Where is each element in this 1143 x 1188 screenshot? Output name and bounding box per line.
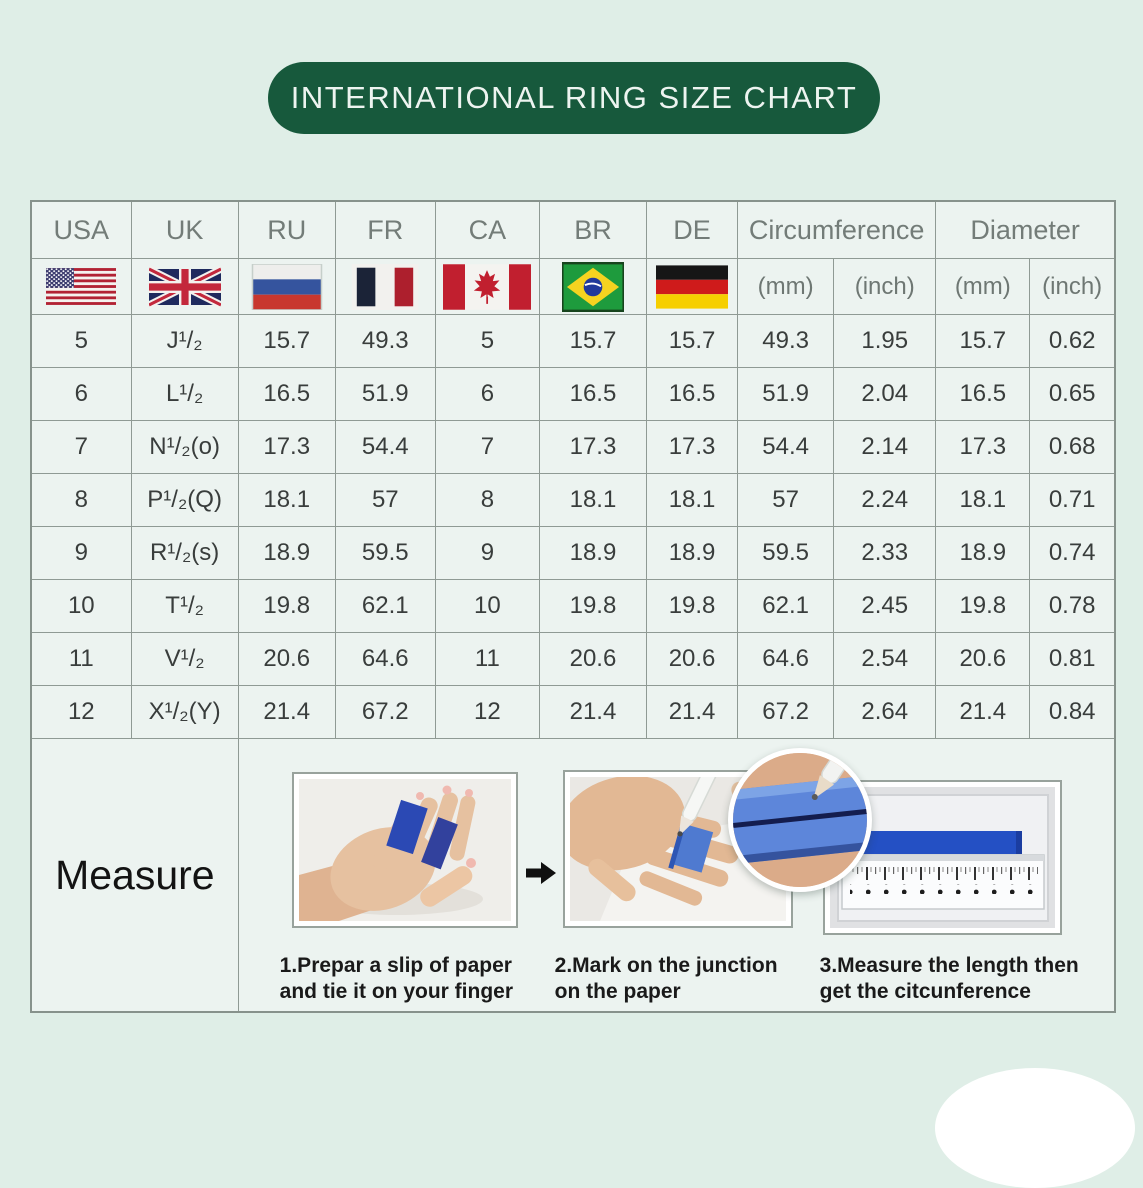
cell-ru: 21.4: [238, 686, 335, 739]
cell-uk: T¹/₂: [131, 580, 238, 633]
cell-fr: 64.6: [335, 633, 435, 686]
unit-dia-mm: (mm): [936, 259, 1030, 315]
step2-zoom-inset: [728, 748, 872, 892]
cell-uk: J¹/₂: [131, 315, 238, 368]
cell-dia-inch: 0.81: [1030, 633, 1115, 686]
unit-circ-mm: (mm): [738, 259, 834, 315]
us-flag-icon: [46, 264, 116, 309]
cell-dia-mm: 20.6: [936, 633, 1030, 686]
cell-dia-inch: 0.62: [1030, 315, 1115, 368]
step2-caption: 2.Mark on the junction on the paper: [554, 954, 778, 1003]
cell-ru: 17.3: [238, 421, 335, 474]
cell-dia-mm: 15.7: [936, 315, 1030, 368]
cell-usa: 11: [31, 633, 131, 686]
cell-br: 18.9: [539, 527, 646, 580]
col-header-uk: UK: [131, 201, 238, 259]
table-row: [31, 527, 1115, 580]
table-row: [31, 580, 1115, 633]
col-header-ru: RU: [238, 201, 335, 259]
col-header-usa: USA: [31, 201, 131, 259]
cell-circ-inch: 2.64: [834, 686, 936, 739]
step1-photo: [292, 772, 518, 928]
unit-dia-inch: (inch): [1030, 259, 1115, 315]
cell-dia-mm: 18.9: [936, 527, 1030, 580]
cell-fr: 54.4: [335, 421, 435, 474]
cell-circ-mm: 67.2: [738, 686, 834, 739]
cell-fr: 57: [335, 474, 435, 527]
cell-ca: 12: [435, 686, 539, 739]
cell-dia-mm: 16.5: [936, 368, 1030, 421]
header-row: [31, 201, 1115, 259]
cell-de: 20.6: [647, 633, 738, 686]
cell-fr: 49.3: [335, 315, 435, 368]
cell-de: 16.5: [647, 368, 738, 421]
col-header-ca: CA: [435, 201, 539, 259]
cell-dia-mm: 17.3: [936, 421, 1030, 474]
cell-dia-inch: 0.84: [1030, 686, 1115, 739]
cell-dia-inch: 0.74: [1030, 527, 1115, 580]
cell-circ-inch: 2.45: [834, 580, 936, 633]
cell-usa: 8: [31, 474, 131, 527]
ring-size-table: [30, 200, 1116, 1013]
table-row: [31, 633, 1115, 686]
col-header-de: DE: [647, 201, 738, 259]
cell-fr: 59.5: [335, 527, 435, 580]
cell-usa: 7: [31, 421, 131, 474]
cell-ru: 16.5: [238, 368, 335, 421]
cell-circ-inch: 1.95: [834, 315, 936, 368]
cell-br: 20.6: [539, 633, 646, 686]
cell-circ-mm: 51.9: [738, 368, 834, 421]
cell-ca: 11: [435, 633, 539, 686]
cell-ru: 18.9: [238, 527, 335, 580]
cell-uk: P¹/₂(Q): [131, 474, 238, 527]
col-header-diameter: Diameter: [936, 201, 1115, 259]
flag-row: [31, 259, 1115, 315]
cell-dia-inch: 0.71: [1030, 474, 1115, 527]
cell-circ-mm: 57: [738, 474, 834, 527]
fr-flag-icon: [351, 264, 419, 310]
cell-de: 17.3: [647, 421, 738, 474]
ca-flag-icon: [443, 264, 531, 310]
decorative-ellipse: [935, 1068, 1135, 1188]
col-header-br: BR: [539, 201, 646, 259]
step3-caption: 3.Measure the length then get the citcunference: [819, 954, 1079, 1003]
br-flag-icon: [562, 262, 624, 312]
cell-ru: 19.8: [238, 580, 335, 633]
cell-br: 21.4: [539, 686, 646, 739]
cell-br: 15.7: [539, 315, 646, 368]
step1-caption: 1.Prepar a slip of paper and tie it on your finger: [279, 954, 514, 1003]
cell-uk: R¹/₂(s): [131, 527, 238, 580]
cell-de: 19.8: [647, 580, 738, 633]
measure-label: Measure: [31, 739, 238, 1013]
cell-circ-mm: 49.3: [738, 315, 834, 368]
cell-ca: 7: [435, 421, 539, 474]
measure-steps: [239, 739, 1114, 1011]
cell-dia-inch: 0.65: [1030, 368, 1115, 421]
cell-circ-mm: 54.4: [738, 421, 834, 474]
unit-circ-inch: (inch): [834, 259, 936, 315]
cell-usa: 6: [31, 368, 131, 421]
cell-fr: 67.2: [335, 686, 435, 739]
page-title: INTERNATIONAL RING SIZE CHART: [290, 80, 858, 115]
cell-de: 21.4: [647, 686, 738, 739]
cell-uk: V¹/₂: [131, 633, 238, 686]
cell-br: 18.1: [539, 474, 646, 527]
cell-de: 15.7: [647, 315, 738, 368]
cell-br: 17.3: [539, 421, 646, 474]
table-row: [31, 474, 1115, 527]
cell-de: 18.1: [647, 474, 738, 527]
cell-uk: L¹/₂: [131, 368, 238, 421]
cell-ru: 18.1: [238, 474, 335, 527]
cell-usa: 5: [31, 315, 131, 368]
cell-ca: 6: [435, 368, 539, 421]
cell-dia-inch: 0.68: [1030, 421, 1115, 474]
cell-uk: X¹/₂(Y): [131, 686, 238, 739]
cell-ca: 5: [435, 315, 539, 368]
cell-uk: N¹/₂(o): [131, 421, 238, 474]
cell-ca: 8: [435, 474, 539, 527]
cell-dia-mm: 18.1: [936, 474, 1030, 527]
cell-ca: 10: [435, 580, 539, 633]
cell-circ-mm: 62.1: [738, 580, 834, 633]
cell-circ-inch: 2.33: [834, 527, 936, 580]
ru-flag-icon: [251, 264, 323, 310]
col-header-circumference: Circumference: [738, 201, 936, 259]
cell-de: 18.9: [647, 527, 738, 580]
cell-fr: 51.9: [335, 368, 435, 421]
cell-usa: 10: [31, 580, 131, 633]
cell-dia-mm: 21.4: [936, 686, 1030, 739]
cell-circ-inch: 2.14: [834, 421, 936, 474]
uk-flag-icon: [149, 263, 221, 311]
cell-circ-mm: 64.6: [738, 633, 834, 686]
col-header-fr: FR: [335, 201, 435, 259]
table-row: [31, 421, 1115, 474]
cell-circ-mm: 59.5: [738, 527, 834, 580]
cell-ru: 20.6: [238, 633, 335, 686]
cell-br: 16.5: [539, 368, 646, 421]
table-row: [31, 315, 1115, 368]
measure-row: [31, 739, 1115, 1013]
cell-circ-inch: 2.24: [834, 474, 936, 527]
cell-dia-mm: 19.8: [936, 580, 1030, 633]
table-row: [31, 368, 1115, 421]
right-arrow-icon: [526, 862, 556, 884]
cell-fr: 62.1: [335, 580, 435, 633]
cell-br: 19.8: [539, 580, 646, 633]
table-row: [31, 686, 1115, 739]
cell-dia-inch: 0.78: [1030, 580, 1115, 633]
cell-ru: 15.7: [238, 315, 335, 368]
cell-usa: 9: [31, 527, 131, 580]
de-flag-icon: [656, 265, 728, 309]
title-banner: [268, 62, 880, 134]
cell-circ-inch: 2.54: [834, 633, 936, 686]
cell-usa: 12: [31, 686, 131, 739]
cell-circ-inch: 2.04: [834, 368, 936, 421]
cell-ca: 9: [435, 527, 539, 580]
